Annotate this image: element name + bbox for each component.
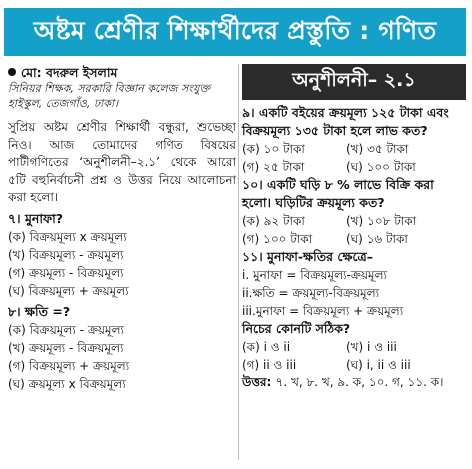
question-block (242, 248, 466, 374)
option-row (242, 158, 466, 176)
author-affiliation: সিনিয়র শিক্ষক, সরকারি বিজ্ঞান কলেজ সংযুক্ত হাইস্কুল, তেজগাঁও, ঢাকা। (8, 82, 211, 110)
option-row (242, 212, 466, 230)
question-text: ১১। মুনাফা-ক্ষতির ক্ষেত্রে– (242, 249, 373, 264)
option: (ঘ) i, ii ও iii (346, 358, 411, 372)
question-text: ১০। একটি ঘড়ি ৮ % লাভে বিক্রি করা হলো। ঘড়িটির ক্রয়মূল্য কত? (242, 177, 434, 210)
option: (ক) ১০ টাকা (242, 142, 305, 156)
answer-key (242, 374, 466, 391)
question-text: ৮। ক্ষতি =? (8, 303, 71, 319)
question-prompt: নিচের কোনটি সঠিক? (242, 321, 351, 336)
exercise-heading: অনুশীলনী– ২.১ (242, 64, 466, 100)
left-column (8, 64, 236, 393)
option: (গ) ii ও iii (242, 358, 297, 372)
option: (ক) i ও ii (242, 340, 291, 354)
statement: ii.ক্ষতি = ক্রয়মূল্য-বিক্রয়মূল্য (242, 286, 380, 300)
page-title: অষ্টম শ্রেণীর শিক্ষার্থীদের প্রস্তুতি : গণিত (4, 8, 466, 56)
answer-label: উত্তর: (242, 375, 272, 389)
answer-values: ৭. খ, ৮. খ, ৯. ক, ১০. গ, ১১. ক। (275, 375, 444, 389)
option: (খ) ক্রয়মূল্য - বিক্রয়মূল্য (8, 340, 124, 355)
option: (খ) ৩৫ টাকা (346, 142, 409, 156)
option: (গ) বিক্রয়মূল্য + ক্রয়মূল্য (8, 358, 130, 373)
option: (গ) ২৫ টাকা (242, 160, 305, 174)
option: (খ) i ও iii (346, 340, 397, 354)
option-row (242, 338, 466, 356)
question-text: ৯। একটি বইয়ের ক্রয়মূল্য ১২৫ টাকা এবং বিক্রয়মূল্য ১৩৫ টাকা হলে লাভ কত? (242, 105, 449, 138)
option: (গ) ১০০ টাকা (242, 232, 313, 246)
statement: i. মুনাফা = বিক্রয়মূল্য-ক্রয়মূল্য (242, 268, 388, 282)
question-block (242, 104, 466, 176)
question-block (8, 303, 236, 393)
option: (ঘ) ১০০ টাকা (346, 160, 416, 174)
bullet-icon (8, 68, 16, 76)
option: (খ) ১০৮ টাকা (346, 214, 417, 228)
question-text: ৭। মুনাফা? (8, 210, 63, 226)
author-name-text: মো: বদরুল ইসলাম (21, 65, 118, 80)
option: (ঘ) ক্রয়মূল্য x বিক্রয়মূল্য (8, 376, 126, 391)
option: (ঘ) ১৬ টাকা (346, 232, 408, 246)
question-block (242, 176, 466, 248)
option: (ক) বিক্রয়মূল্য x ক্রয়মূল্য (8, 229, 127, 244)
statement: iii.মুনাফা = বিক্রয়মূল্য + ক্রয়মূল্য (242, 304, 404, 318)
option-row (242, 356, 466, 374)
option: (ঘ) বিক্রয়মূল্য + ক্রয়মূল্য (8, 283, 129, 298)
option-row (242, 140, 466, 158)
question-block (8, 210, 236, 300)
intro-paragraph: সুপ্রিয় অষ্টম শ্রেণীর শিক্ষার্থী বন্ধুরা, শুভেচ্ছা নিও। আজ তোমাদের গণিত বিষয়ের পাটীগণিতের ‘অনুশীলনী–২.১’ থেকে আরো ৫টি বহুনির্বাচনী প্রশ্ন ও উত্তর নিয়ে আলোচনা করা হলো। (8, 120, 236, 204)
option: (ক) ৯২ টাকা (242, 214, 305, 228)
column-divider (238, 64, 239, 460)
author-name (8, 64, 236, 81)
option: (ক) বিক্রয়মূল্য - ক্রয়মূল্য (8, 322, 125, 337)
option: (খ) বিক্রয়মূল্য - ক্রয়মূল্য (8, 247, 124, 262)
option: (গ) ক্রয়মূল্য - বিক্রয়মূল্য (8, 265, 124, 280)
right-column (242, 64, 466, 391)
option-row (242, 230, 466, 248)
